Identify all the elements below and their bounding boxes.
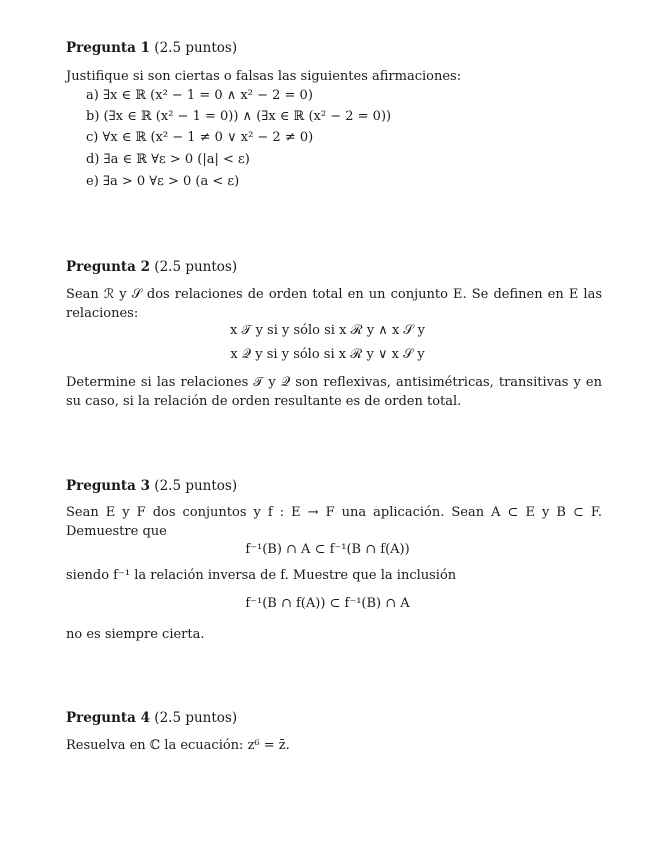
question-2-heading xyxy=(66,259,237,275)
question-1-item-d: d) ∃a ∈ ℝ ∀ε > 0 (|a| < ε) xyxy=(86,152,250,167)
question-2-intro: Sean ℛ y 𝒮 dos relaciones de orden total en un conjunto E. Se definen en E las relaciones: xyxy=(66,287,602,321)
question-4-points: (2.5 puntos) xyxy=(154,710,238,726)
question-3-outro: no es siempre cierta. xyxy=(66,627,205,642)
question-2-points: (2.5 puntos) xyxy=(154,259,238,275)
question-1-item-a: a) ∃x ∈ ℝ (x² − 1 = 0 ∧ x² − 2 = 0) xyxy=(86,88,313,103)
question-2-outro: Determine si las relaciones 𝒯 y 𝒬 son reflexivas, antisimétricas, transitivas y en su caso, si la relación de orden resultante es de orden total. xyxy=(66,375,602,409)
question-3-middle: siendo f⁻¹ la relación inversa de f. Muestre que la inclusión xyxy=(66,568,457,583)
question-3-title: Pregunta 3 xyxy=(66,478,150,494)
question-2-formula-t: x 𝒯 y si y sólo si x ℛ y ∧ x 𝒮 y xyxy=(230,323,425,338)
question-1-item-e: e) ∃a > 0 ∀ε > 0 (a < ε) xyxy=(86,174,240,189)
question-3-formula-1: f⁻¹(B) ∩ A ⊂ f⁻¹(B ∩ f(A)) xyxy=(245,542,410,557)
question-1-heading xyxy=(66,40,237,56)
question-2-title: Pregunta 2 xyxy=(66,259,150,275)
question-4-intro: Resuelva en ℂ la ecuación: z⁶ = z̄. xyxy=(66,738,290,753)
question-4-title: Pregunta 4 xyxy=(66,710,150,726)
question-1-item-c: c) ∀x ∈ ℝ (x² − 1 ≠ 0 ∨ x² − 2 ≠ 0) xyxy=(86,130,314,145)
question-1-intro: Justifique si son ciertas o falsas las siguientes afirmaciones: xyxy=(66,69,462,84)
question-1-points: (2.5 puntos) xyxy=(154,40,238,56)
question-3-intro: Sean E y F dos conjuntos y f : E → F una aplicación. Sean A ⊂ E y B ⊂ F. Demuestre que xyxy=(66,505,602,539)
question-1-title: Pregunta 1 xyxy=(66,40,150,56)
question-3-points: (2.5 puntos) xyxy=(154,478,238,494)
question-4-heading xyxy=(66,710,237,726)
question-2-formula-q: x 𝒬 y si y sólo si x ℛ y ∨ x 𝒮 y xyxy=(230,347,425,362)
question-3-heading xyxy=(66,478,237,494)
question-1-item-b: b) (∃x ∈ ℝ (x² − 1 = 0)) ∧ (∃x ∈ ℝ (x² − 2 = 0)) xyxy=(86,109,392,124)
question-3-formula-2: f⁻¹(B ∩ f(A)) ⊂ f⁻¹(B) ∩ A xyxy=(245,596,410,611)
